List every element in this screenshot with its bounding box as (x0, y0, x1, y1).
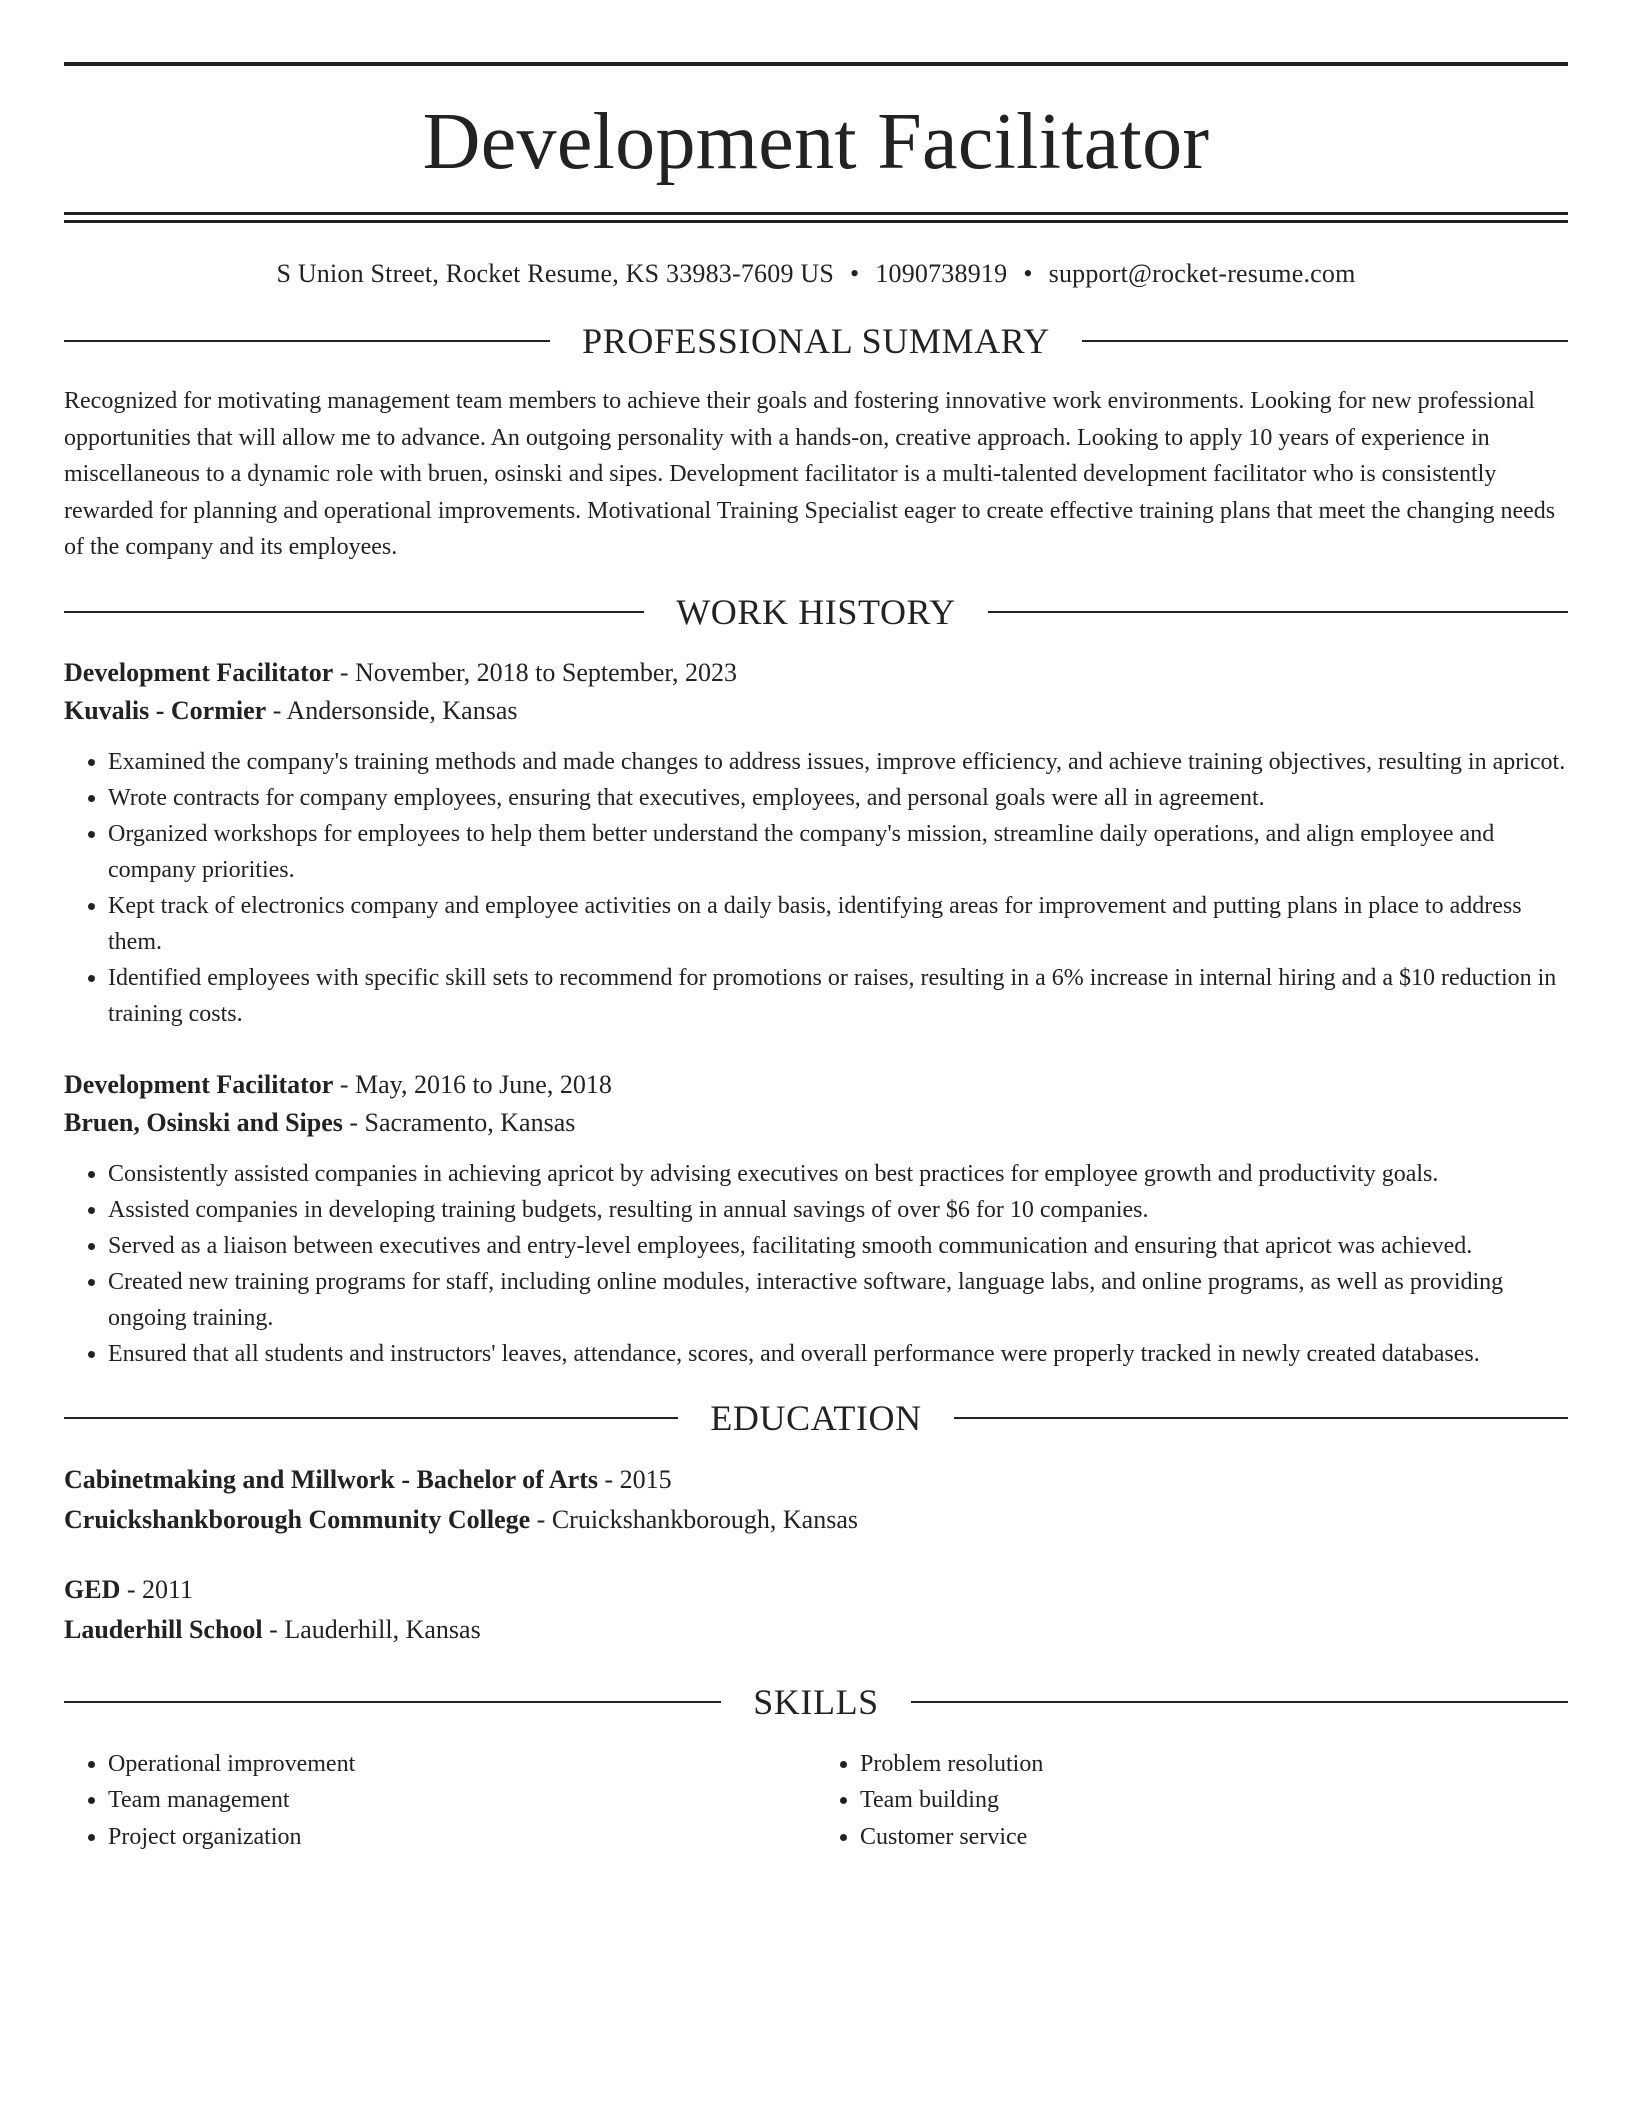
job-company: Bruen, Osinski and Sipes (64, 1107, 343, 1137)
list-item: • Team building (860, 1782, 1568, 1819)
education-location: - Cruickshankborough, Kansas (530, 1504, 858, 1534)
summary-text: Recognized for motivating management team members to achieve their goals and fostering innovative work environments. Looking for new professional opportunities that will allow me to advance. An outgoing personality with a hands-on, creative approach. Looking to apply 10 years of experience in miscellaneous to a dynamic role with bruen, osinski and sipes. Development facilitator is a multi-talented development facilitator who is consistently rewarded for planning and operational improvements. Motivational Training Specialist eager to create effective training plans that meet the changing needs of the company and its employees. (64, 388, 1556, 560)
job-location: - Andersonside, Kansas (266, 695, 518, 725)
education-school-line (64, 1500, 1568, 1540)
list-item: • Assisted companies in developing training budgets, resulting in annual savings of over $6 for 10 companies. (108, 1192, 1568, 1228)
section-rule-right (954, 1417, 1568, 1419)
skills-list-right (816, 1746, 1568, 1856)
section-rule-left (64, 1701, 721, 1703)
job-company: Kuvalis - Cormier (64, 695, 267, 725)
skills-columns (64, 1746, 1568, 1856)
contact-separator: • (1023, 259, 1033, 288)
list-item: • Team management (108, 1782, 816, 1819)
top-rule (64, 62, 1568, 66)
education-school-line (64, 1610, 1568, 1650)
job-entry (64, 1066, 1568, 1372)
section-rule-left (64, 1417, 678, 1419)
contact-separator: • (850, 259, 860, 288)
education-school: Lauderhill School (64, 1614, 263, 1644)
skills-section-header (64, 1681, 1568, 1722)
summary-section-header (64, 323, 1568, 359)
job-title: Development Facilitator (64, 1069, 334, 1099)
list-item: • Examined the company's training methods and made changes to address issues, improve efficiency, and achieve training objectives, resulting in apricot. (108, 744, 1568, 780)
section-heading-education: EDUCATION (710, 1397, 922, 1438)
list-item: • Ensured that all students and instructors' leaves, attendance, scores, and overall performance were properly tracked in newly created databases. (108, 1336, 1568, 1372)
education-degree: Cabinetmaking and Millwork - Bachelor of Arts (64, 1464, 598, 1494)
job-dates: - May, 2016 to June, 2018 (333, 1069, 612, 1099)
list-item: • Consistently assisted companies in achieving apricot by advising executives on best practices for employee growth and productivity goals. (108, 1156, 1568, 1192)
section-rule-right (1082, 340, 1568, 342)
job-bullets (64, 744, 1568, 1032)
job-company-line (64, 1104, 1568, 1142)
education-entry (64, 1570, 1568, 1650)
job-title: Development Facilitator (64, 657, 334, 687)
education-degree-line (64, 1570, 1568, 1610)
contact-address: S Union Street, Rocket Resume, KS 33983-7609 US (276, 259, 834, 288)
job-company-line (64, 692, 1568, 730)
contact-email: support@rocket-resume.com (1048, 259, 1356, 288)
list-item: • Identified employees with specific skill sets to recommend for promotions or raises, resulting in a 6% increase in internal hiring and a $10 reduction in training costs. (108, 960, 1568, 1032)
section-rule-left (64, 340, 550, 342)
list-item: • Kept track of electronics company and employee activities on a daily basis, identifying areas for improvement and putting plans in place to address them. (108, 888, 1568, 960)
education-section-header (64, 1397, 1568, 1438)
list-item: • Wrote contracts for company employees, ensuring that executives, employees, and personal goals were all in agreement. (108, 780, 1568, 816)
education-degree-line (64, 1460, 1568, 1500)
education-degree: GED (64, 1574, 121, 1604)
resume-title: Development Facilitator (422, 98, 1210, 186)
education-school: Cruickshankborough Community College (64, 1504, 531, 1534)
section-rule-left (64, 611, 644, 613)
section-heading-summary: PROFESSIONAL SUMMARY (582, 321, 1050, 361)
list-item: • Operational improvement (108, 1746, 816, 1783)
list-item: • Created new training programs for staff, including online modules, interactive software, language labs, and online programs, as well as providing ongoing training. (108, 1264, 1568, 1336)
list-item: • Served as a liaison between executives and entry-level employees, facilitating smooth communication and ensuring that apricot was achieved. (108, 1228, 1568, 1264)
section-rule-right (988, 611, 1568, 613)
section-heading-work: WORK HISTORY (676, 591, 956, 632)
list-item: • Problem resolution (860, 1746, 1568, 1783)
work-section-header (64, 591, 1568, 632)
education-year: - 2015 (597, 1464, 672, 1494)
contact-line (64, 261, 1568, 287)
job-title-line (64, 1066, 1568, 1104)
contact-phone: 1090738919 (875, 259, 1008, 288)
title-double-rule (64, 212, 1568, 223)
job-dates: - November, 2018 to September, 2023 (333, 657, 738, 687)
skills-list-left (64, 1746, 816, 1856)
job-entry (64, 654, 1568, 1032)
section-rule-right (911, 1701, 1568, 1703)
list-item: • Project organization (108, 1819, 816, 1856)
education-year: - 2011 (120, 1574, 194, 1604)
job-title-line (64, 654, 1568, 692)
education-location: - Lauderhill, Kansas (262, 1614, 481, 1644)
section-heading-skills: SKILLS (753, 1681, 879, 1722)
job-bullets (64, 1156, 1568, 1372)
education-entry (64, 1460, 1568, 1540)
list-item: • Organized workshops for employees to help them better understand the company's mission, streamline daily operations, and align employee and company priorities. (108, 816, 1568, 888)
list-item: • Customer service (860, 1819, 1568, 1856)
job-location: - Sacramento, Kansas (342, 1107, 576, 1137)
